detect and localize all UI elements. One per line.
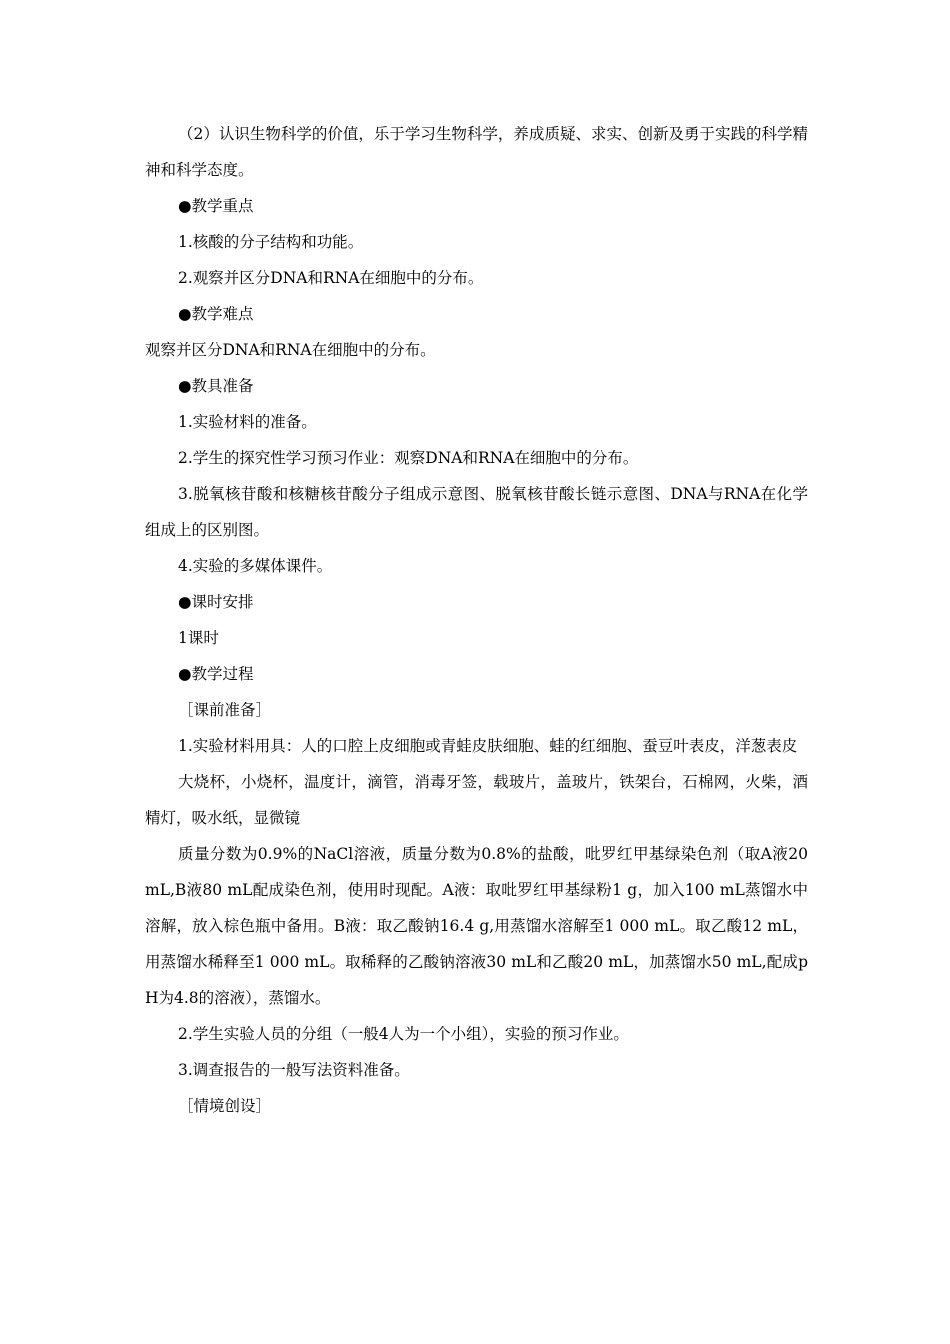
list-item: 4.实验的多媒体课件。 (178, 557, 333, 575)
list-item: 2.学生实验人员的分组（一般4人为一个小组），实验的预习作业。 (178, 1025, 629, 1043)
subheading-preparation: ［课前准备］ (178, 701, 272, 719)
subheading-scenario: ［情境创设］ (178, 1097, 272, 1115)
heading-teaching-aids: ●教具准备 (178, 377, 254, 395)
heading-key-points: ●教学重点 (178, 197, 254, 215)
document-page (145, 116, 808, 1124)
heading-teaching-process: ●教学过程 (178, 665, 254, 683)
paragraph-schedule: 1课时 (178, 629, 219, 647)
paragraph-difficulty: 观察并区分DNA和RNA在细胞中的分布。 (145, 341, 436, 359)
list-item: 1.实验材料的准备。 (178, 413, 317, 431)
paragraph-equipment: 大烧杯，小烧杯，温度计，滴管，消毒牙签，载玻片，盖玻片，铁架台，石棉网，火柴，酒精灯，吸水纸，显微镜 (145, 773, 808, 827)
heading-schedule: ●课时安排 (178, 593, 254, 611)
list-item: 3.脱氧核苷酸和核糖核苷酸分子组成示意图、脱氧核苷酸长链示意图、DNA与RNA在化学组成上的区别图。 (145, 485, 808, 539)
paragraph-goal-2: （2）认识生物科学的价值，乐于学习生物科学，养成质疑、求实、创新及勇于实践的科学精神和科学态度。 (145, 125, 808, 179)
paragraph-reagents: 质量分数为0.9%的NaCl溶液，质量分数为0.8%的盐酸，吡罗红甲基绿染色剂（取A液20 mL,B液80 mL配成染色剂，使用时现配。A液：取吡罗红甲基绿粉1 g，加入100 mL蒸馏水中溶解，放入棕色瓶中备用。B液：取乙酸钠16.4 g,用蒸馏水溶解至1 000 mL。取乙酸12 mL，用蒸馏水稀释至1 000 mL。取稀释的乙酸钠溶液30 mL和乙酸20 mL，加蒸馏水50 mL,配成pH为4.8的溶液），蒸馏水。 (145, 845, 808, 1007)
list-item: 1.实验材料用具：人的口腔上皮细胞或青蛙皮肤细胞、蛙的红细胞、蚕豆叶表皮，洋葱表皮 (178, 737, 798, 755)
list-item: 2.学生的探究性学习预习作业：观察DNA和RNA在细胞中的分布。 (178, 449, 639, 467)
list-item: 2.观察并区分DNA和RNA在细胞中的分布。 (178, 269, 484, 287)
list-item: 3.调查报告的一般写法资料准备。 (178, 1061, 410, 1079)
list-item: 1.核酸的分子结构和功能。 (178, 233, 364, 251)
heading-difficulties: ●教学难点 (178, 305, 254, 323)
